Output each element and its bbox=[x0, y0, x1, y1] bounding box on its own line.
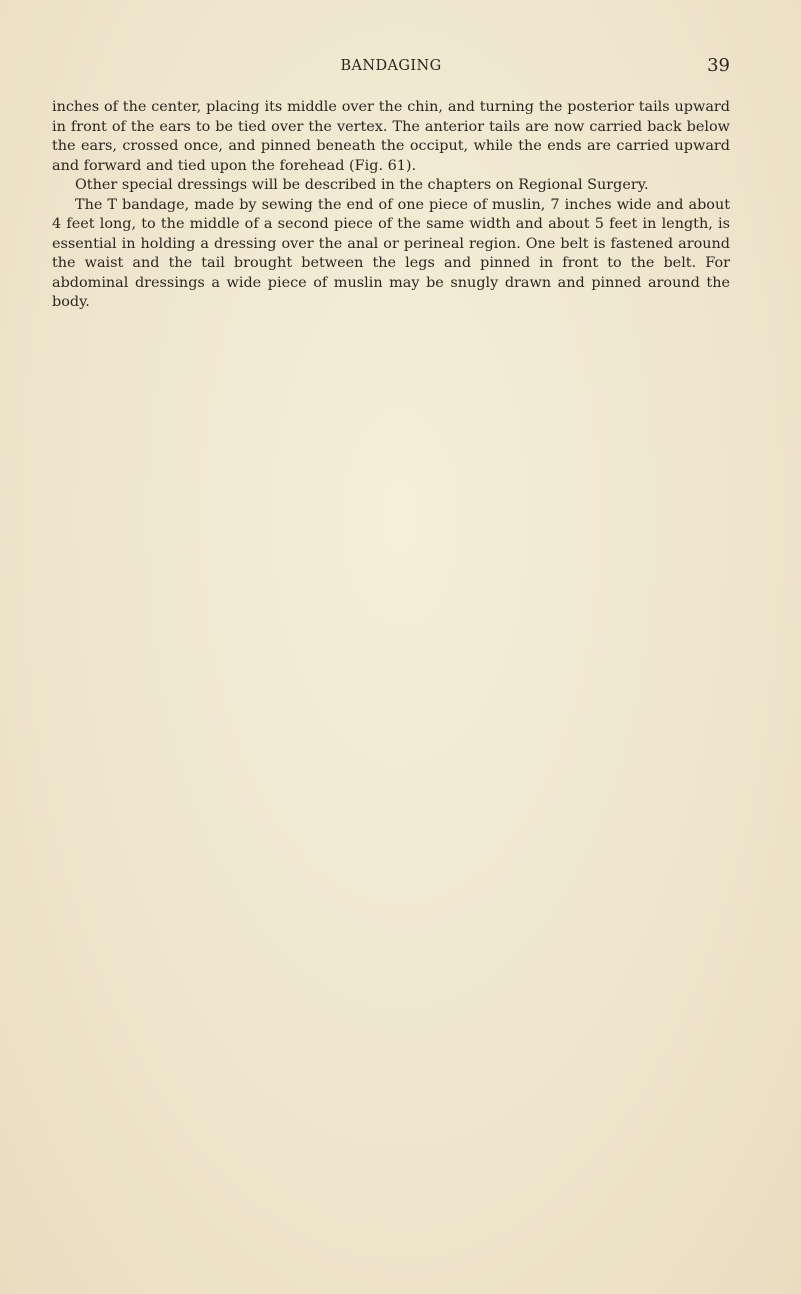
running-title: BANDAGING bbox=[340, 58, 442, 74]
page-number: 39 bbox=[707, 55, 730, 76]
body-text bbox=[52, 98, 730, 313]
running-head bbox=[52, 55, 730, 80]
paragraph-t-bandage: The T bandage, made by sewing the end of one piece of muslin, 7 inches wide and about 4 feet long, to the middle of a second piece of the same width and about 5 feet in length, is essential in holding a dressing over the anal or perineal region. One belt is fastened around the waist and the tail brought between the legs and pinned in front to the belt. For abdominal dressings a wide piece of muslin may be snugly drawn and pinned around the body. bbox=[52, 196, 730, 310]
paragraph-continuation: inches of the center, placing its middle over the chin, and turning the posterior tails upward in front of the ears to be tied over the vertex. The anterior tails are now carried back below the ears, crossed once, and pinned beneath the occiput, while the ends are carried upward and forward and tied upon the forehead (Fig. 61). bbox=[52, 99, 730, 174]
paragraph-special-dressings: Other special dressings will be described in the chapters on Regional Surgery. bbox=[75, 177, 649, 193]
book-page bbox=[52, 55, 730, 313]
